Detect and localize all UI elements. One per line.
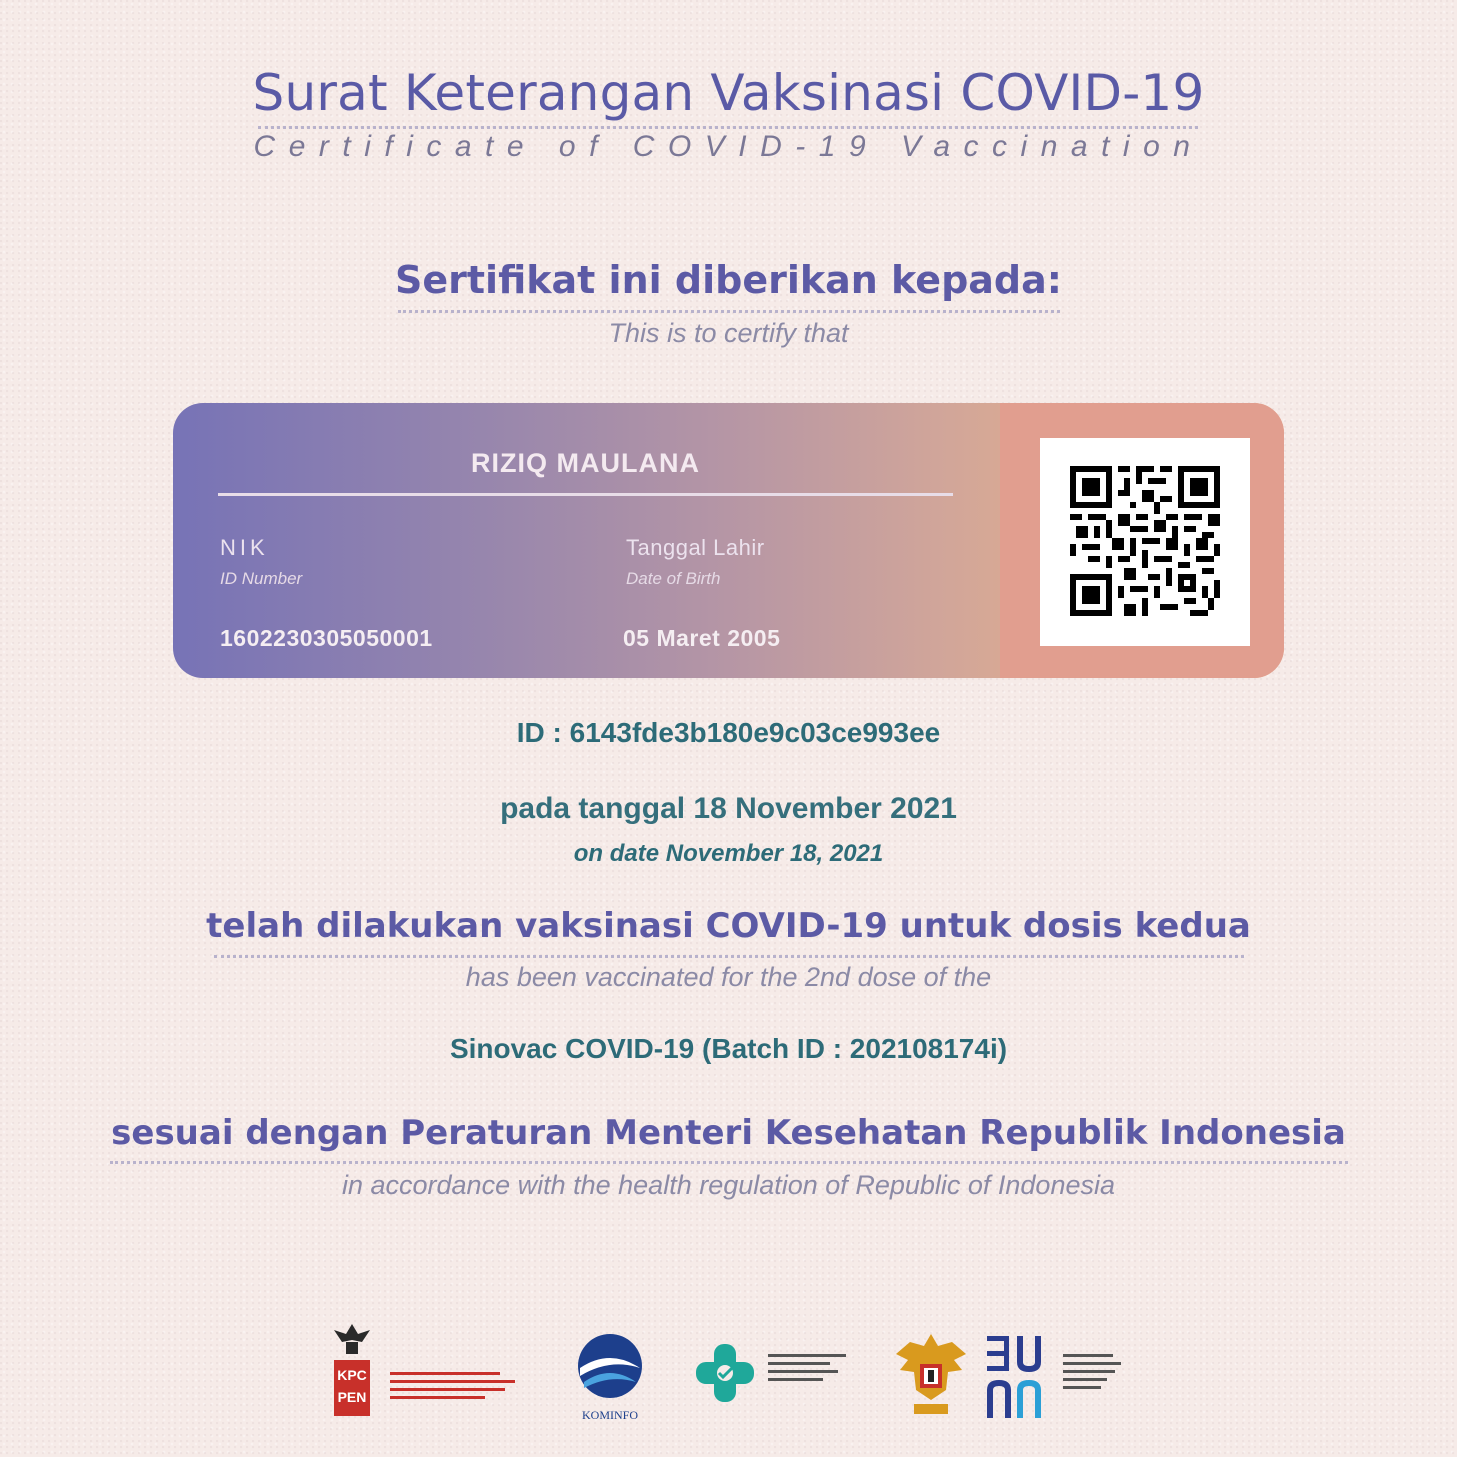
recipient-name: RIZIQ MAULANA <box>471 448 700 478</box>
garuda-icon <box>892 1330 970 1422</box>
recipient-intro-en: This is to certify that <box>608 318 849 348</box>
vaccination-divider <box>214 955 1244 958</box>
kemenkes-logo <box>692 1340 852 1420</box>
vaccination-date: pada tanggal 18 November 2021 <box>500 792 957 825</box>
regulation-statement: sesuai dengan Peraturan Menteri Kesehatan Republik Indonesia <box>111 1113 1346 1153</box>
certificate-subtitle: Certificate of COVID-19 Vaccination <box>253 130 1204 163</box>
kominfo-emblem-icon <box>570 1328 650 1406</box>
garuda-emblem-icon <box>330 1320 374 1420</box>
dob-value: 05 Maret 2005 <box>623 625 781 651</box>
vaccination-statement: telah dilakukan vaksinasi COVID-19 untuk dosis kedua <box>206 906 1251 946</box>
nik-label: NIK <box>220 535 269 560</box>
qr-code <box>1040 438 1250 646</box>
recipient-card <box>173 403 1284 678</box>
certificate-title: Surat Keterangan Vaksinasi COVID-19 <box>252 64 1205 122</box>
partner-logos <box>330 1320 1150 1430</box>
bumn-emblem-icon <box>985 1334 1057 1420</box>
dob-sublabel: Date of Birth <box>626 569 721 588</box>
garuda-pancasila-logo <box>892 1330 972 1426</box>
nik-value: 1602230305050001 <box>220 625 433 651</box>
kominfo-label: KOMINFO <box>581 1408 638 1422</box>
vaccination-statement-en: has been vaccinated for the 2nd dose of the <box>465 962 992 992</box>
name-divider <box>218 493 953 496</box>
nik-sublabel: ID Number <box>220 569 303 588</box>
title-divider <box>258 126 1198 129</box>
pen-text: PEN <box>337 1389 367 1405</box>
kemenkes-emblem-icon <box>692 1340 758 1406</box>
qr-code-icon <box>1070 466 1220 616</box>
vaccine-batch: Sinovac COVID-19 (Batch ID : 202108174i) <box>449 1033 1008 1064</box>
regulation-statement-en: in accordance with the health regulation of Republic of Indonesia <box>341 1170 1115 1200</box>
intro-divider <box>398 310 1060 313</box>
certificate-id: ID : 6143fde3b180e9c03ce993ee <box>516 717 941 748</box>
bumn-logo <box>985 1334 1135 1424</box>
regulation-divider <box>110 1161 1348 1164</box>
kpcpen-logo <box>330 1320 530 1420</box>
qr-panel <box>1000 403 1284 678</box>
dob-label: Tanggal Lahir <box>626 535 765 560</box>
kominfo-logo <box>570 1328 660 1428</box>
kpc-text: KPC <box>337 1367 367 1383</box>
vaccination-date-en: on date November 18, 2021 <box>573 840 884 867</box>
recipient-intro: Sertifikat ini diberikan kepada: <box>395 258 1062 302</box>
